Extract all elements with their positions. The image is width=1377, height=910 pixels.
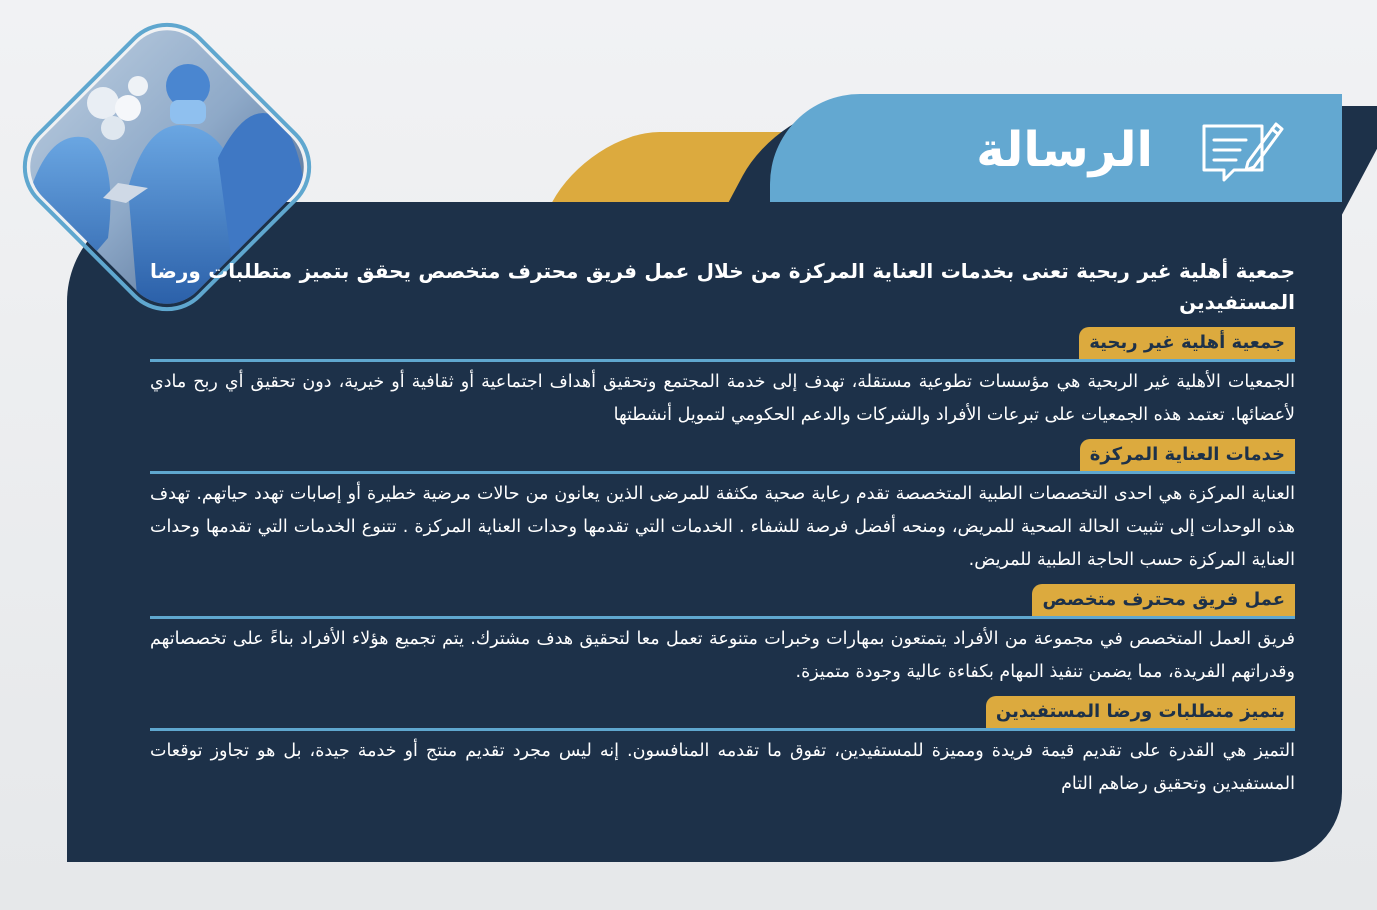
content-area: [150, 256, 1295, 805]
section-header: [150, 693, 1295, 731]
divider-line: [150, 359, 1295, 362]
section-badge: خدمات العناية المركزة: [1080, 439, 1295, 471]
section-nonprofit: [150, 324, 1295, 432]
section-text: العناية المركزة هي احدى التخصصات الطبية المتخصصة تقدم رعاية صحية مكثفة للمرضى الذين يعانون من حالات مرضية خطيرة أو إصابات تهدد حياتهم. تهدف هذه الوحدات إلى تثبيت الحالة الصحية للمريض، ومنحه أفضل فرصة للشفاء . الخدمات التي تقدمها وحدات العناية المركزة . تتنوع الخدمات التي تقدمها وحدات العناية المركزة حسب الحاجة الطبية للمريض.: [150, 484, 1295, 570]
section-text: الجمعيات الأهلية غير الربحية هي مؤسسات تطوعية مستقلة، تهدف إلى خدمة المجتمع وتحقيق أهداف اجتماعية أو ثقافية أو خيرية، دون تحقيق أي ربح مادي لأعضائها. تعتمد هذه الجمعيات على تبرعات الأفراد والشركات والدعم الحكومي لتمويل أنشطتها: [150, 372, 1295, 425]
section-badge: جمعية أهلية غير ربحية: [1079, 327, 1295, 359]
section-text: التميز هي القدرة على تقديم قيمة فريدة ومميزة للمستفيدين، تفوق ما تقدمه المنافسون. إنه ليس مجرد تقديم منتج أو خدمة جيدة، بل هو تجاوز توقعات المستفيدين وتحقيق رضاهم التام: [150, 741, 1295, 794]
section-header: [150, 324, 1295, 362]
section-header: [150, 436, 1295, 474]
section-badge: بتميز متطلبات ورضا المستفيدين: [986, 696, 1295, 728]
divider-line: [150, 616, 1295, 619]
divider-line: [150, 471, 1295, 474]
section-badge: عمل فريق محترف متخصص: [1032, 584, 1295, 616]
section-excellence: [150, 693, 1295, 801]
section-text: فريق العمل المتخصص في مجموعة من الأفراد يتمتعون بمهارات وخبرات متنوعة تعمل معا لتحقيق هدف مشترك. يتم تجميع هؤلاء الأفراد بناءً على تخصصاتهم وقدراتهم الفريدة، مما يضمن تنفيذ المهام بكفاءة عالية وجودة متميزة.: [150, 629, 1295, 682]
divider-line: [150, 728, 1295, 731]
section-header: [150, 581, 1295, 619]
section-icu-services: [150, 436, 1295, 577]
notepad-pen-icon: [1196, 112, 1286, 192]
page-title: الرسالة: [976, 122, 1153, 178]
section-professional-team: [150, 581, 1295, 689]
intro-text: جمعية أهلية غير ربحية تعنى بخدمات العناية المركزة من خلال عمل فريق محترف متخصص يحقق بتميز متطلبات ورضا المستفيدين: [150, 259, 1295, 314]
